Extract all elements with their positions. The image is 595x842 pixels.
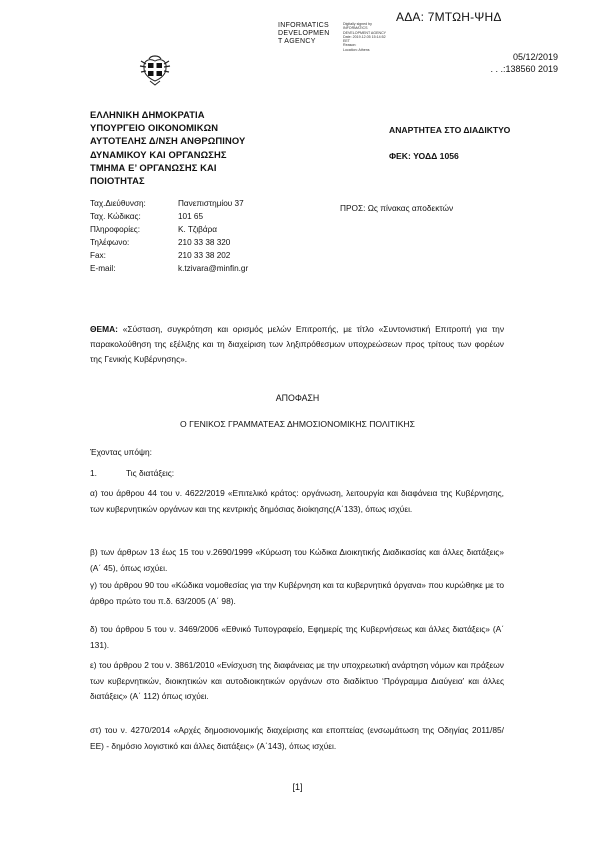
authority-line: ΕΛΛΗΝΙΚΗ ΔΗΜΟΚΡΑΤΙΑ <box>90 109 205 120</box>
contact-row <box>90 262 248 275</box>
provision-paragraph: γ) του άρθρου 90 του «Κώδικα νομοθεσίας για την Κυβέρνηση και τα κυβερνητικά όργανα» που κυρώθηκε με το άρθρο πρώτο του π.δ. 63/2005 (Α΄ 98). <box>90 580 504 606</box>
contact-row <box>90 249 248 262</box>
authority-line: ΑΥΤΟΤΕΛΗΣ Δ/ΝΣΗ ΑΝΘΡΩΠΙΝΟΥ <box>90 135 246 147</box>
ada-code: ΑΔΑ: 7ΜΤΩΗ-ΨΗΔ <box>396 10 502 24</box>
authority-line: ΤΜΗΜΑ Ε’ ΟΡΓΑΝΩΣΗΣ ΚΑΙ <box>90 161 217 173</box>
decision-heading: ΑΠΟΦΑΣΗ <box>275 393 320 403</box>
issuing-authority <box>90 108 245 187</box>
contact-label: Τηλέφωνο: <box>90 238 130 248</box>
page-number: [1] <box>292 782 303 792</box>
document-date: 05/12/2019 <box>512 52 558 62</box>
contact-label: Fax: <box>90 251 106 261</box>
authority-line: ΠΟΙΟΤΗΤΑΣ <box>90 175 145 187</box>
provisions-label: Τις διατάξεις: <box>126 468 175 478</box>
contact-value: 210 33 38 202 <box>178 251 231 261</box>
stamp-line: T AGENCY <box>278 38 316 45</box>
signature-line: DEVELOPMENT AGENCY <box>343 30 387 35</box>
contact-value: Πανεπιστημίου 37 <box>178 199 244 208</box>
signature-agency-stamp <box>278 22 330 46</box>
contact-label: Ταχ.Διεύθυνση: <box>90 199 146 208</box>
provision-paragraph: β) των άρθρων 13 έως 15 του ν.2690/1999 «Κύρωση του Κώδικα Διοικητικής Διαδικασίας και άλλες διατάξεις» (Α΄ 45), όπως ισχύει. <box>90 547 504 573</box>
provision-paragraph: ε) του άρθρου 2 του ν. 3861/2010 «Ενίσχυση της διαφάνειας με την υποχρεωτική ανάρτηση νόμων και πράξεων των κυβερνητικών, διοικητικών και αυτοδιοικητικών οργάνων στο διαδίκτυο ‘Πρόγραμμα Διαύγεια’ και άλλες διατάξεις» (Α΄ 112) όπως ισχύει. <box>90 660 504 701</box>
contact-row <box>90 236 248 249</box>
provision-paragraph: α) του άρθρου 44 του ν. 4622/2019 «Επιτελικό κράτος: οργάνωση, λειτουργία και διαφάνεια της Κυβέρνησης, των κυβερνητικών οργάνων και της κεντρικής δημόσιας διοίκησης(Α΄133), όπως ισχύει. <box>90 488 504 514</box>
recipients: ΠΡΟΣ: Ως πίνακας αποδεκτών <box>340 203 454 213</box>
provisions-number: 1. <box>90 468 97 478</box>
stamp-line: DEVELOPMEN <box>278 30 330 37</box>
subject-text: «Σύσταση, συγκρότηση και ορισμός μελών Επιτροπής, με τίτλο «Συντονιστική Επιτροπή για την παρακολούθηση της εξέλιξης και τη διαχείριση των ληξιπρόθεσμων υποχρεώσεων προς τρίτους των φορέων της Γενικής Κυβέρνησης». <box>90 324 505 364</box>
provisions-item <box>90 468 174 478</box>
publication-notice: ΑΝΑΡΤΗΤΕΑ ΣΤΟ ΔΙΑΔΙΚΤΥΟ <box>389 125 511 135</box>
subject <box>90 322 504 367</box>
contact-value: Κ. Τζιβάρα <box>178 225 217 235</box>
greek-emblem-icon <box>138 52 172 88</box>
contact-info <box>90 197 248 276</box>
contact-value: 210 33 38 320 <box>178 238 231 248</box>
signature-line: Location: Athens <box>343 47 370 52</box>
authority-line: ΥΠΟΥΡΓΕΙΟ ΟΙΚΟΝΟΜΙΚΩΝ <box>90 122 219 134</box>
stamp-line: INFORMATICS <box>278 22 330 29</box>
signatory-title: Ο ΓΕΝΙΚΟΣ ΓΡΑΜΜΑΤΕΑΣ ΔΗΜΟΣΙΟΝΟΜΙΚΗΣ ΠΟΛΙΤΙΚΗΣ <box>180 419 415 429</box>
digital-signature-details <box>343 22 386 52</box>
protocol-number: . . .:138560 2019 <box>490 64 558 74</box>
contact-label: E-mail: <box>90 264 116 274</box>
contact-row <box>90 223 248 236</box>
signature-line: Reason: <box>343 43 357 48</box>
document-meta <box>490 51 558 75</box>
signature-line: EET <box>343 39 350 44</box>
subject-label: ΘΕΜΑ: <box>90 324 118 334</box>
contact-label: Ταχ. Κώδικας: <box>90 212 141 222</box>
contact-value: 101 65 <box>178 212 204 222</box>
provision-paragraph: στ) του ν. 4270/2014 «Αρχές δημοσιονομικής διαχείρισης και εποπτείας (ενσωμάτωση της Οδηγίας 2011/85/ΕΕ) - δημόσιο λογιστικό και άλλες διατάξεις» (Α΄143), όπως ισχύει. <box>90 725 504 751</box>
considering-heading: Έχοντας υπόψη: <box>90 447 152 457</box>
signature-line: Date: 2019.12.05 15:14:52 <box>343 34 386 39</box>
contact-email[interactable]: k.tzivara@minfin.gr <box>178 264 249 274</box>
signature-line: INFORMATICS <box>343 26 368 31</box>
contact-row <box>90 210 248 223</box>
contact-label: Πληροφορίες: <box>90 225 140 235</box>
fek-reference: ΦΕΚ: ΥΟΔΔ 1056 <box>389 151 459 161</box>
signature-line: Digitally signed by <box>343 22 372 26</box>
contact-row <box>90 197 248 210</box>
authority-line: ΔΥΝΑΜΙΚΟΥ ΚΑΙ ΟΡΓΑΝΩΣΗΣ <box>90 148 227 160</box>
provision-paragraph: δ) του άρθρου 5 του ν. 3469/2006 «Εθνικό Τυπογραφείο, Εφημερίς της Κυβερνήσεως και άλλες διατάξεις» (Α΄ 131). <box>90 624 504 650</box>
